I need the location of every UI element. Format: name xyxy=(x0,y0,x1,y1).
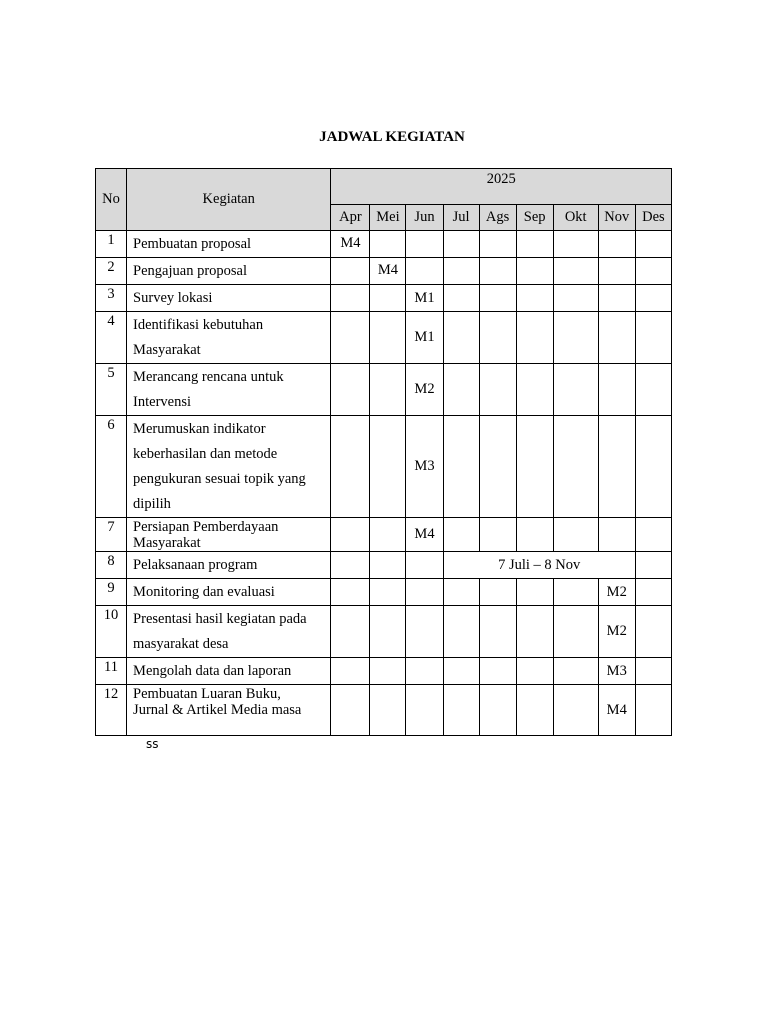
month-cell-jul xyxy=(443,364,479,416)
activity-line: Pelaksanaan program xyxy=(133,557,258,573)
month-cell-mei xyxy=(370,312,406,364)
month-cell-apr xyxy=(331,579,370,606)
month-cell-ags xyxy=(479,258,516,285)
activity-cell xyxy=(127,416,331,518)
table-row xyxy=(96,685,672,736)
month-cell-jun: M2 xyxy=(406,364,443,416)
month-cell-des xyxy=(635,231,671,258)
period-span: 7 Juli – 8 Nov xyxy=(443,552,635,579)
month-cell-apr xyxy=(331,685,370,736)
month-cell-des xyxy=(635,258,671,285)
month-cell-jun xyxy=(406,258,443,285)
month-cell-jun: M1 xyxy=(406,285,443,312)
month-cell-mei xyxy=(370,606,406,658)
activity-cell xyxy=(127,312,331,364)
activity-line: Pengajuan proposal xyxy=(133,263,248,279)
month-cell-apr xyxy=(331,285,370,312)
month-cell-ags xyxy=(479,364,516,416)
month-cell-apr xyxy=(331,552,370,579)
month-cell-jul xyxy=(443,685,479,736)
activity-cell xyxy=(127,658,331,685)
month-cell-jun xyxy=(406,579,443,606)
month-cell-mei xyxy=(370,552,406,579)
month-cell-okt xyxy=(553,285,598,312)
row-number: 8 xyxy=(96,552,127,579)
month-cell-des xyxy=(635,579,671,606)
month-cell-mei xyxy=(370,658,406,685)
month-cell-mei xyxy=(370,416,406,518)
activity-line: Merumuskan indikator xyxy=(133,421,266,437)
month-cell-sep xyxy=(516,518,553,552)
month-cell-jun xyxy=(406,658,443,685)
month-cell-jul xyxy=(443,416,479,518)
month-cell-jul xyxy=(443,258,479,285)
month-cell-ags xyxy=(479,518,516,552)
activity-line: Presentasi hasil kegiatan pada xyxy=(133,611,307,627)
month-cell-ags xyxy=(479,579,516,606)
header-kegiatan: Kegiatan xyxy=(127,169,331,231)
month-cell-sep xyxy=(516,231,553,258)
month-header-sep: Sep xyxy=(516,205,553,231)
month-header-ags: Ags xyxy=(479,205,516,231)
activity-cell xyxy=(127,579,331,606)
month-cell-jul xyxy=(443,231,479,258)
month-cell-nov: M2 xyxy=(598,606,635,658)
activity-line: masyarakat desa xyxy=(133,636,229,652)
month-header-nov: Nov xyxy=(598,205,635,231)
activity-cell xyxy=(127,552,331,579)
activity-line: Jurnal & Artikel Media masa xyxy=(133,702,302,718)
month-cell-nov xyxy=(598,364,635,416)
month-cell-jun xyxy=(406,552,443,579)
month-cell-sep xyxy=(516,258,553,285)
activity-cell xyxy=(127,364,331,416)
month-cell-jun: M3 xyxy=(406,416,443,518)
month-cell-nov: M2 xyxy=(598,579,635,606)
month-cell-okt xyxy=(553,416,598,518)
month-cell-apr xyxy=(331,606,370,658)
month-cell-des xyxy=(635,285,671,312)
month-cell-okt xyxy=(553,579,598,606)
table-row xyxy=(96,552,672,579)
month-cell-okt xyxy=(553,258,598,285)
month-cell-nov xyxy=(598,416,635,518)
month-cell-apr xyxy=(331,658,370,685)
month-cell-nov xyxy=(598,231,635,258)
table-row xyxy=(96,231,672,258)
activity-line: Pembuatan Luaran Buku, xyxy=(133,686,281,702)
activity-line: Mengolah data dan laporan xyxy=(133,663,292,679)
month-cell-mei xyxy=(370,579,406,606)
month-cell-nov: M3 xyxy=(598,658,635,685)
month-cell-des xyxy=(635,685,671,736)
month-cell-jul xyxy=(443,658,479,685)
table-row xyxy=(96,258,672,285)
activity-line: Survey lokasi xyxy=(133,290,213,306)
month-header-jun: Jun xyxy=(406,205,443,231)
activity-line: dipilih xyxy=(133,496,171,512)
month-cell-nov xyxy=(598,285,635,312)
month-cell-apr xyxy=(331,364,370,416)
month-cell-sep xyxy=(516,685,553,736)
month-cell-des xyxy=(635,364,671,416)
row-number: 1 xyxy=(96,231,127,258)
month-cell-jun xyxy=(406,685,443,736)
month-cell-mei xyxy=(370,518,406,552)
activity-line: Identifikasi kebutuhan xyxy=(133,317,264,333)
month-cell-sep xyxy=(516,658,553,685)
activity-cell xyxy=(127,285,331,312)
row-number: 2 xyxy=(96,258,127,285)
month-header-mei: Mei xyxy=(370,205,406,231)
month-cell-okt xyxy=(553,518,598,552)
activity-line: pengukuran sesuai topik yang xyxy=(133,471,306,487)
row-number: 11 xyxy=(96,658,127,685)
month-cell-apr xyxy=(331,312,370,364)
month-cell-mei: M4 xyxy=(370,258,406,285)
month-header-okt: Okt xyxy=(553,205,598,231)
activity-cell xyxy=(127,685,331,736)
month-header-des: Des xyxy=(635,205,671,231)
month-cell-jul xyxy=(443,579,479,606)
activity-cell xyxy=(127,518,331,552)
activity-line: keberhasilan dan metode xyxy=(133,446,278,462)
month-cell-mei xyxy=(370,364,406,416)
month-cell-jun xyxy=(406,606,443,658)
month-cell-apr xyxy=(331,416,370,518)
month-cell-okt xyxy=(553,231,598,258)
page-title: JADWAL KEGIATAN xyxy=(319,129,465,145)
row-number: 4 xyxy=(96,312,127,364)
table-row xyxy=(96,416,672,518)
row-number: 3 xyxy=(96,285,127,312)
row-number: 12 xyxy=(96,685,127,736)
activity-line: Masyarakat xyxy=(133,535,201,551)
activity-line: Masyarakat xyxy=(133,342,201,358)
table-row xyxy=(96,518,672,552)
month-header-jul: Jul xyxy=(443,205,479,231)
month-cell-ags xyxy=(479,231,516,258)
month-cell-jul xyxy=(443,285,479,312)
month-cell-apr: M4 xyxy=(331,231,370,258)
activity-line: Pembuatan proposal xyxy=(133,236,252,252)
month-cell-des xyxy=(635,518,671,552)
month-cell-ags xyxy=(479,416,516,518)
month-cell-des xyxy=(635,606,671,658)
table-row xyxy=(96,579,672,606)
month-cell-mei xyxy=(370,285,406,312)
month-cell-des xyxy=(635,658,671,685)
month-cell-jun: M4 xyxy=(406,518,443,552)
month-cell-ags xyxy=(479,312,516,364)
month-cell-mei xyxy=(370,685,406,736)
month-cell-apr xyxy=(331,258,370,285)
month-cell-des xyxy=(635,416,671,518)
month-cell-okt xyxy=(553,658,598,685)
row-number: 5 xyxy=(96,364,127,416)
activity-cell xyxy=(127,231,331,258)
month-cell-jul xyxy=(443,312,479,364)
month-cell-des xyxy=(635,552,671,579)
table-row xyxy=(96,285,672,312)
month-header-apr: Apr xyxy=(331,205,370,231)
month-cell-okt xyxy=(553,364,598,416)
month-cell-ags xyxy=(479,685,516,736)
row-number: 10 xyxy=(96,606,127,658)
schedule-table xyxy=(95,168,672,736)
footnote: ss xyxy=(146,737,159,751)
activity-line: Persiapan Pemberdayaan xyxy=(133,519,279,535)
month-cell-okt xyxy=(553,606,598,658)
row-number: 7 xyxy=(96,518,127,552)
activity-cell xyxy=(127,258,331,285)
row-number: 6 xyxy=(96,416,127,518)
month-cell-jun xyxy=(406,231,443,258)
header-no: No xyxy=(96,169,127,231)
month-cell-mei xyxy=(370,231,406,258)
month-cell-jul xyxy=(443,518,479,552)
month-cell-sep xyxy=(516,579,553,606)
month-cell-jun: M1 xyxy=(406,312,443,364)
month-cell-nov xyxy=(598,312,635,364)
month-cell-apr xyxy=(331,518,370,552)
month-cell-nov: M4 xyxy=(598,685,635,736)
month-cell-ags xyxy=(479,285,516,312)
table-row xyxy=(96,312,672,364)
month-cell-des xyxy=(635,312,671,364)
table-row xyxy=(96,658,672,685)
month-cell-ags xyxy=(479,658,516,685)
activity-line: Monitoring dan evaluasi xyxy=(133,584,275,600)
month-cell-sep xyxy=(516,312,553,364)
month-cell-jul xyxy=(443,606,479,658)
table-row xyxy=(96,606,672,658)
month-cell-nov xyxy=(598,518,635,552)
month-cell-okt xyxy=(553,312,598,364)
row-number: 9 xyxy=(96,579,127,606)
month-cell-sep xyxy=(516,606,553,658)
activity-line: Merancang rencana untuk xyxy=(133,369,284,385)
month-cell-nov xyxy=(598,258,635,285)
month-cell-okt xyxy=(553,685,598,736)
activity-cell xyxy=(127,606,331,658)
month-cell-sep xyxy=(516,285,553,312)
month-cell-sep xyxy=(516,364,553,416)
header-year: 2025 xyxy=(331,169,672,205)
month-cell-sep xyxy=(516,416,553,518)
month-cell-ags xyxy=(479,606,516,658)
activity-line: Intervensi xyxy=(133,394,192,410)
table-row xyxy=(96,364,672,416)
